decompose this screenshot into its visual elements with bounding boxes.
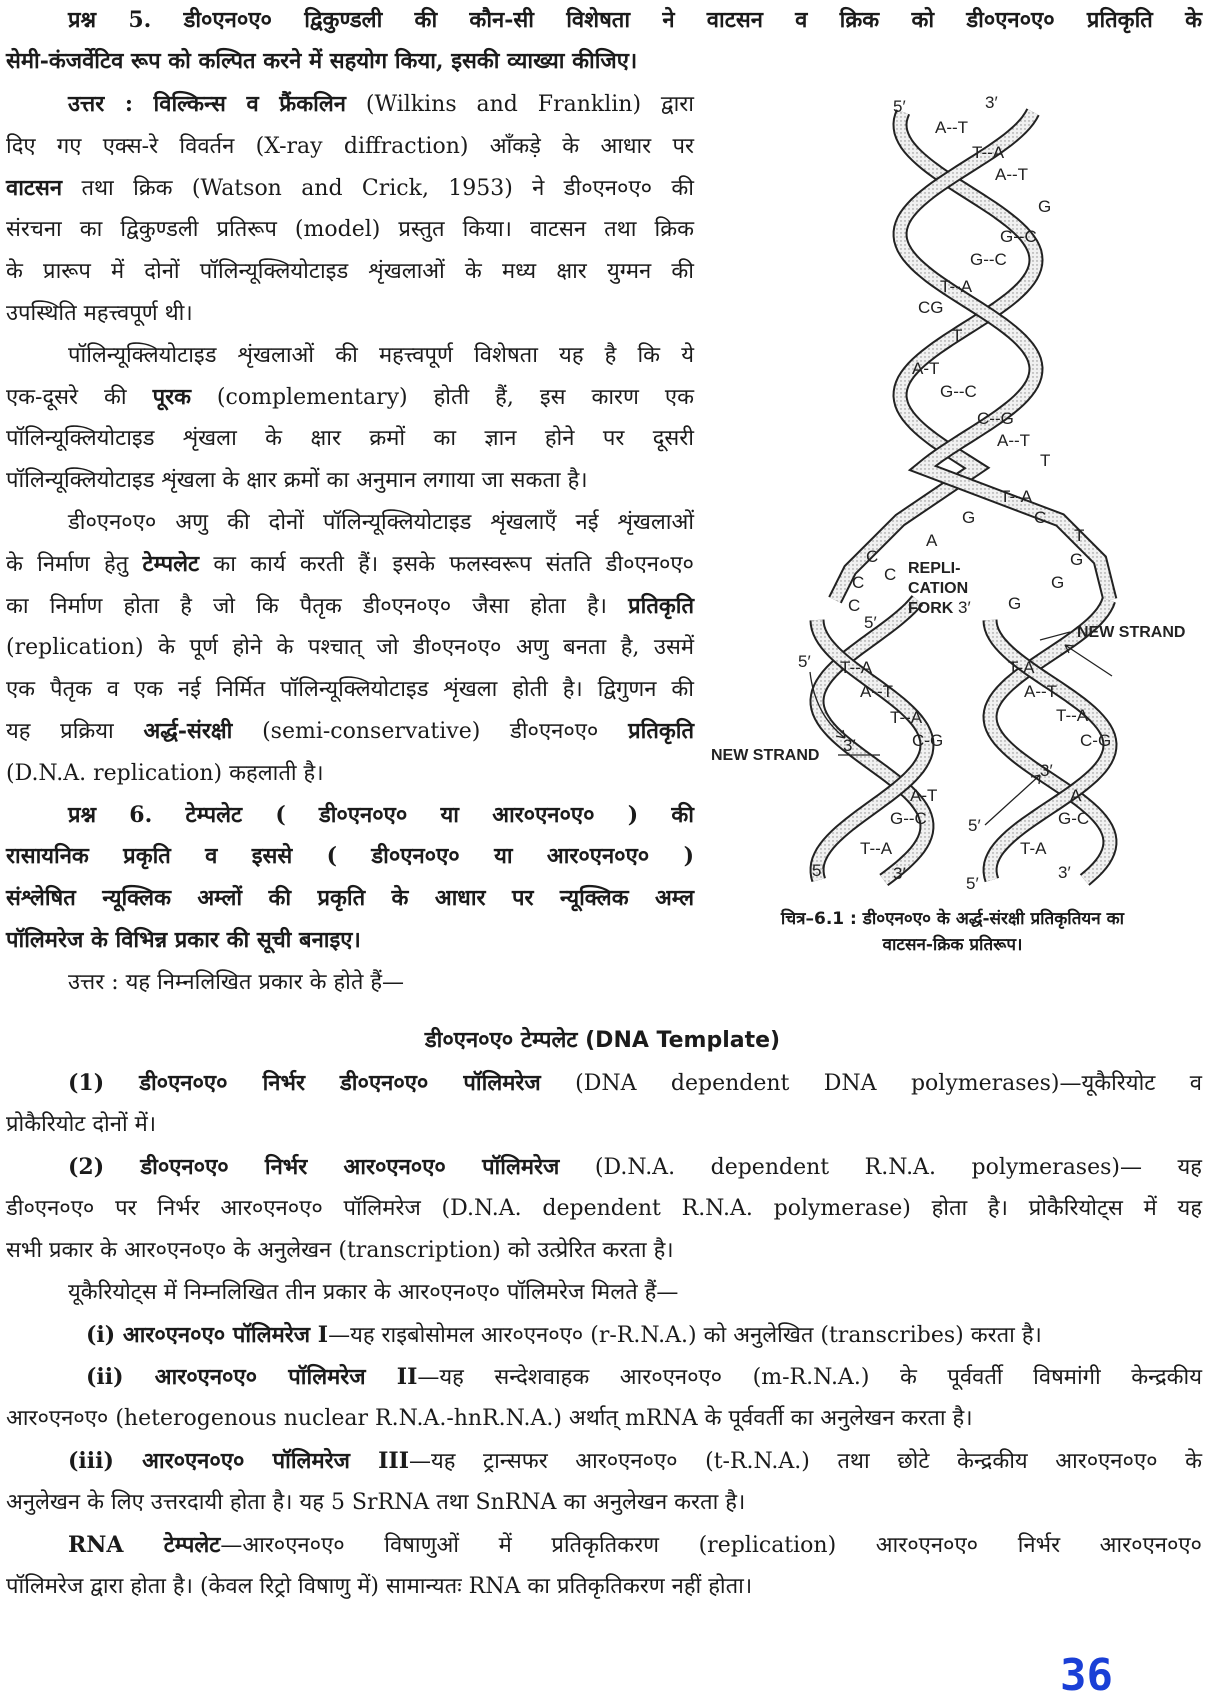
base-pair-label: C: [852, 573, 865, 592]
text-line: [6, 1188, 1202, 1230]
base-pair-label: G--C: [940, 382, 977, 401]
bold-text: प्रश्न 6. टेम्पलेट ( डी०एन०ए० या आर०एन०ए० ) की: [68, 801, 694, 828]
text: (semi-conservative) डी०एन०ए०: [232, 718, 629, 744]
base-pair-label: G--C: [970, 250, 1007, 269]
base-pair-label: T--A: [1056, 706, 1089, 725]
bold-text: पॉलिमरेज के विभिन्न प्रकार की सूची बनाइए।: [6, 926, 361, 953]
base-pair-label: T-A: [1008, 658, 1035, 677]
text: के निर्माण हेतु: [6, 551, 143, 577]
text-line: [6, 1314, 1202, 1356]
text-line: [6, 377, 694, 419]
strand-end-label: 3′: [893, 864, 906, 883]
bold-text: प्रतिकृति: [628, 717, 694, 744]
base-pair-label: A: [926, 531, 938, 550]
base-pair-label: A--T: [995, 165, 1029, 184]
text: दिए गए एक्स-रे विवर्तन (X-ray diffraction) आँकड़े के आधार पर: [6, 133, 694, 159]
text-line: [6, 1566, 1202, 1608]
text: यह प्रक्रिया: [6, 718, 144, 744]
text: (D.N.A. replication) कहलाती है।: [6, 760, 324, 786]
bold-text: प्रतिकृति: [628, 592, 694, 619]
text: संरचना का द्विकुण्डली प्रतिरूप (model) प्रस्तुत किया। वाटसन तथा क्रिक: [6, 217, 694, 243]
bold-text: (ii) आर०एन०ए० पॉलिमरेज II: [86, 1364, 418, 1390]
strand-end-label: 3′: [985, 93, 998, 112]
text: —यह सन्देशवाहक आर०एन०ए० (m-R.N.A.) के पूर्ववर्ती विषमांगी केन्द्रकीय: [417, 1365, 1203, 1390]
text: उपस्थिति महत्त्वपूर्ण थी।: [6, 300, 193, 326]
base-pair-label: T--A: [890, 708, 923, 727]
text: का निर्माण होता है जो कि पैतृक डी०एन०ए० जैसा होता है।: [6, 593, 629, 619]
bold-text: (iii) आर०एन०ए० पॉलिमरेज III: [68, 1448, 410, 1474]
base-pair-label: A--T: [1024, 682, 1058, 701]
text-line: [6, 293, 694, 335]
text: पॉलिमरेज द्वारा होता है। (केवल रिट्रो विषाणु में) सामान्यतः RNA का प्रतिकृतिकरण नहीं होता।: [6, 1574, 753, 1599]
text-line: [6, 1524, 1202, 1566]
bold-text: टेम्पलेट: [142, 550, 200, 577]
base-pair-label: G: [1070, 550, 1084, 569]
base-pair-label: A--T: [997, 431, 1031, 450]
text-line: [6, 1272, 1202, 1314]
base-pair-label: C: [884, 565, 897, 584]
bold-text: सेमी-कंजर्वेटिव रूप को कल्पित करने में सहयोग किया, इसकी व्याख्या कीजिए।: [6, 48, 638, 74]
strand-end-label: 3′: [958, 598, 971, 617]
base-pair-label: T: [1040, 451, 1051, 470]
new-strand-label-left: NEW STRAND: [711, 747, 820, 764]
base-pair-label: T: [1074, 526, 1085, 545]
text: (D.N.A. dependent R.N.A. polymerases)— यह: [559, 1155, 1202, 1180]
text-line: [6, 669, 694, 711]
text: डी०एन०ए० अणु की दोनों पॉलिन्यूक्लियोटाइड शृंखलाएँ नई शृंखलाओं: [68, 509, 694, 535]
base-pair-label: T-A: [1020, 839, 1047, 858]
base-pair-label: A-T: [912, 359, 940, 378]
base-pair-label: CG: [918, 298, 944, 317]
bold-text: (1) डी०एन०ए० निर्भर डी०एन०ए० पॉलिमरेज: [68, 1070, 541, 1096]
replication-fork-label: FORK: [908, 600, 954, 617]
text: प्रोकैरियोट दोनों में।: [6, 1112, 157, 1137]
text: डी०एन०ए० पर निर्भर आर०एन०ए० पॉलिमरेज (D.N.A. dependent R.N.A. polymerase) होता है। प्रोकैरियोट्स में यह: [6, 1196, 1202, 1221]
base-pair-label: T: [952, 326, 963, 345]
text-line: [6, 1146, 1202, 1188]
text-line: [6, 920, 694, 962]
base-pair-label: C-G: [1080, 731, 1112, 750]
text-line: [6, 84, 694, 126]
base-pair-label: G: [1008, 594, 1022, 613]
base-pair-label: G: [1051, 573, 1065, 592]
text: अनुलेखन के लिए उत्तरदायी होता है। यह 5 SrRNA तथा SnRNA का अनुलेखन करता है।: [6, 1490, 746, 1515]
base-pair-label: G: [1038, 197, 1052, 216]
bold-text: उत्तर : विल्किन्स व फ्रैंकलिन: [68, 91, 346, 117]
new-strand-label-right: NEW STRAND: [1077, 624, 1186, 641]
text-line: [6, 251, 694, 293]
strand-end-label: 3′: [1058, 863, 1071, 882]
base-pair-label: T--A: [972, 143, 1005, 162]
text-line: [6, 627, 694, 669]
text-line: [6, 1482, 1202, 1524]
text-line: [6, 753, 694, 795]
base-pair-label: G-C: [1058, 809, 1090, 828]
base-pair-label: T--A: [940, 277, 973, 296]
dna-template-section: [6, 1062, 1202, 1608]
base-pair-label: C: [866, 547, 879, 566]
text-line: [6, 962, 694, 1004]
text-line: [6, 418, 694, 460]
base-pair-label: T--A: [1000, 487, 1033, 506]
text-line: [6, 795, 694, 837]
figure-caption: चित्र–6.1 : डी०एन०ए० के अर्द्ध-संरक्षी प्रतिकृतियन का: [780, 909, 1125, 929]
text-line: [6, 502, 694, 544]
text: उत्तर : यह निम्नलिखित प्रकार के होते हैं—: [68, 969, 405, 995]
text: (complementary) होती हैं, इस कारण एक: [190, 384, 694, 410]
bold-text: पूरक: [152, 383, 191, 410]
text-line: [6, 544, 694, 586]
text: (replication) के पूर्ण होने के पश्चात् जो डी०एन०ए० अणु बनता है, उसमें: [6, 635, 694, 661]
text-line: [6, 1104, 1202, 1146]
text: के प्रारूप में दोनों पॉलिन्यूक्लियोटाइड शृंखलाओं के मध्य क्षार युग्मन की: [6, 259, 694, 285]
text-line: [6, 586, 694, 628]
base-pair-label: A: [1070, 786, 1082, 805]
text-line: [6, 0, 1202, 41]
bold-text: अर्द्ध-संरक्षी: [143, 717, 233, 744]
dna-replication-figure: [700, 85, 1205, 960]
text-line: [6, 209, 694, 251]
strand-end-label: 5′: [893, 97, 906, 116]
section-heading: डी०एन०ए० टेम्पलेट (DNA Template): [424, 1028, 781, 1053]
text: (Wilkins and Franklin) द्वारा: [346, 92, 694, 117]
text: आर०एन०ए० (heterogenous nuclear R.N.A.-hnR.N.A.) अर्थात् mRNA के पूर्ववर्ती का अनुलेखन करता है।: [6, 1406, 973, 1431]
bold-text: वाटसन: [6, 174, 63, 201]
base-pair-label: G--C: [1000, 227, 1037, 246]
text: एक-दूसरे की: [6, 384, 153, 410]
text-line: [6, 1230, 1202, 1272]
strand-end-label: 5′: [812, 861, 825, 880]
text-line: [6, 335, 694, 377]
text: —आर०एन०ए० विषाणुओं में प्रतिकृतिकरण (replication) आर०एन०ए० निर्भर आर०एन०ए०: [220, 1533, 1202, 1558]
base-pair-label: C: [1034, 508, 1047, 527]
base-pair-label: T--A: [840, 658, 873, 677]
replication-fork-label: REPLI-: [908, 560, 961, 577]
text-line: [6, 836, 694, 878]
bold-text: रासायनिक प्रकृति व इससे ( डी०एन०ए० या आर०एन०ए० ): [6, 843, 694, 870]
bold-text: (2) डी०एन०ए० निर्भर आर०एन०ए० पॉलिमरेज: [68, 1154, 560, 1180]
text-line: [6, 126, 694, 168]
text: यूकैरियोट्स में निम्नलिखित तीन प्रकार के आर०एन०ए० पॉलिमरेज मिलते हैं—: [68, 1280, 679, 1305]
base-pair-label: C: [848, 596, 861, 615]
bold-text: संश्लेषित न्यूक्लिक अम्लों की प्रकृति के आधार पर न्यूक्लिक अम्ल: [6, 885, 694, 912]
page-number: 36: [1060, 1650, 1113, 1701]
text: पॉलिन्यूक्लियोटाइड शृंखला के क्षार क्रमों का ज्ञान होने पर दूसरी: [6, 426, 694, 452]
text-line: [6, 1398, 1202, 1440]
text: एक पैतृक व एक नई निर्मित पॉलिन्यूक्लियोटाइड शृंखला होती है। द्विगुणन की: [6, 677, 694, 703]
strand-end-label: 3′: [843, 736, 856, 755]
bold-text: प्रश्न 5. डी०एन०ए० द्विकुण्डली की कौन-सी विशेषता ने वाटसन व क्रिक को डी०एन०ए० प्रतिकृति के: [68, 7, 1202, 33]
text-line: [6, 460, 694, 502]
question-5-block: [6, 0, 1202, 82]
base-pair-label: A--T: [935, 118, 969, 137]
strand-end-label: 5′: [798, 652, 811, 671]
text: सभी प्रकार के आर०एन०ए० के अनुलेखन (transcription) को उत्प्रेरित करता है।: [6, 1238, 674, 1263]
bold-text: RNA टेम्पलेट: [68, 1532, 221, 1558]
left-column-text: [6, 84, 694, 1004]
base-pair-label: G--C: [890, 809, 927, 828]
text-line: [6, 878, 694, 920]
text-line: [6, 1356, 1202, 1398]
text: पॉलिन्यूक्लियोटाइड शृंखला के क्षार क्रमों का अनुमान लगाया जा सकता है।: [6, 468, 588, 494]
text-line: [6, 711, 694, 753]
base-pair-label: T--A: [860, 839, 893, 858]
replication-fork-label: CATION: [908, 580, 969, 597]
text: (DNA dependent DNA polymerases)—यूकैरियोट व: [540, 1071, 1202, 1096]
bold-text: (i) आर०एन०ए० पॉलिमरेज I: [86, 1322, 329, 1348]
strand-end-label: 5′: [968, 816, 981, 835]
text-line: [6, 168, 694, 210]
text: पॉलिन्यूक्लियोटाइड शृंखलाओं की महत्त्वपूर्ण विशेषता यह है कि ये: [68, 342, 694, 368]
base-pair-label: A-T: [910, 786, 938, 805]
base-pair-label: G: [962, 508, 976, 527]
text: का कार्य करती हैं। इसके फलस्वरूप संतति डी०एन०ए०: [199, 551, 694, 577]
text: —यह ट्रान्सफर आर०एन०ए० (t-R.N.A.) तथा छोटे केन्द्रकीय आर०एन०ए० के: [409, 1449, 1203, 1474]
text-line: [6, 1062, 1202, 1104]
strand-end-label: 5′: [966, 874, 979, 893]
base-pair-label: C--G: [977, 409, 1014, 428]
figure-caption: वाटसन-क्रिक प्रतिरूप।: [882, 935, 1023, 955]
strand-end-label: 3′: [1040, 761, 1053, 780]
strand-end-label: 5′: [864, 613, 877, 632]
text-line: [6, 1440, 1202, 1482]
text: तथा क्रिक (Watson and Crick, 1953) ने डी०एन०ए० की: [62, 175, 694, 201]
text: —यह राइबोसोमल आर०एन०ए० (r-R.N.A.) को अनुलेखित (transcribes) करता है।: [328, 1323, 1042, 1348]
base-pair-label: A--T: [860, 682, 894, 701]
base-pair-label: C-G: [912, 731, 944, 750]
arrow-icon: [1065, 645, 1112, 676]
text-line: [6, 41, 1202, 82]
